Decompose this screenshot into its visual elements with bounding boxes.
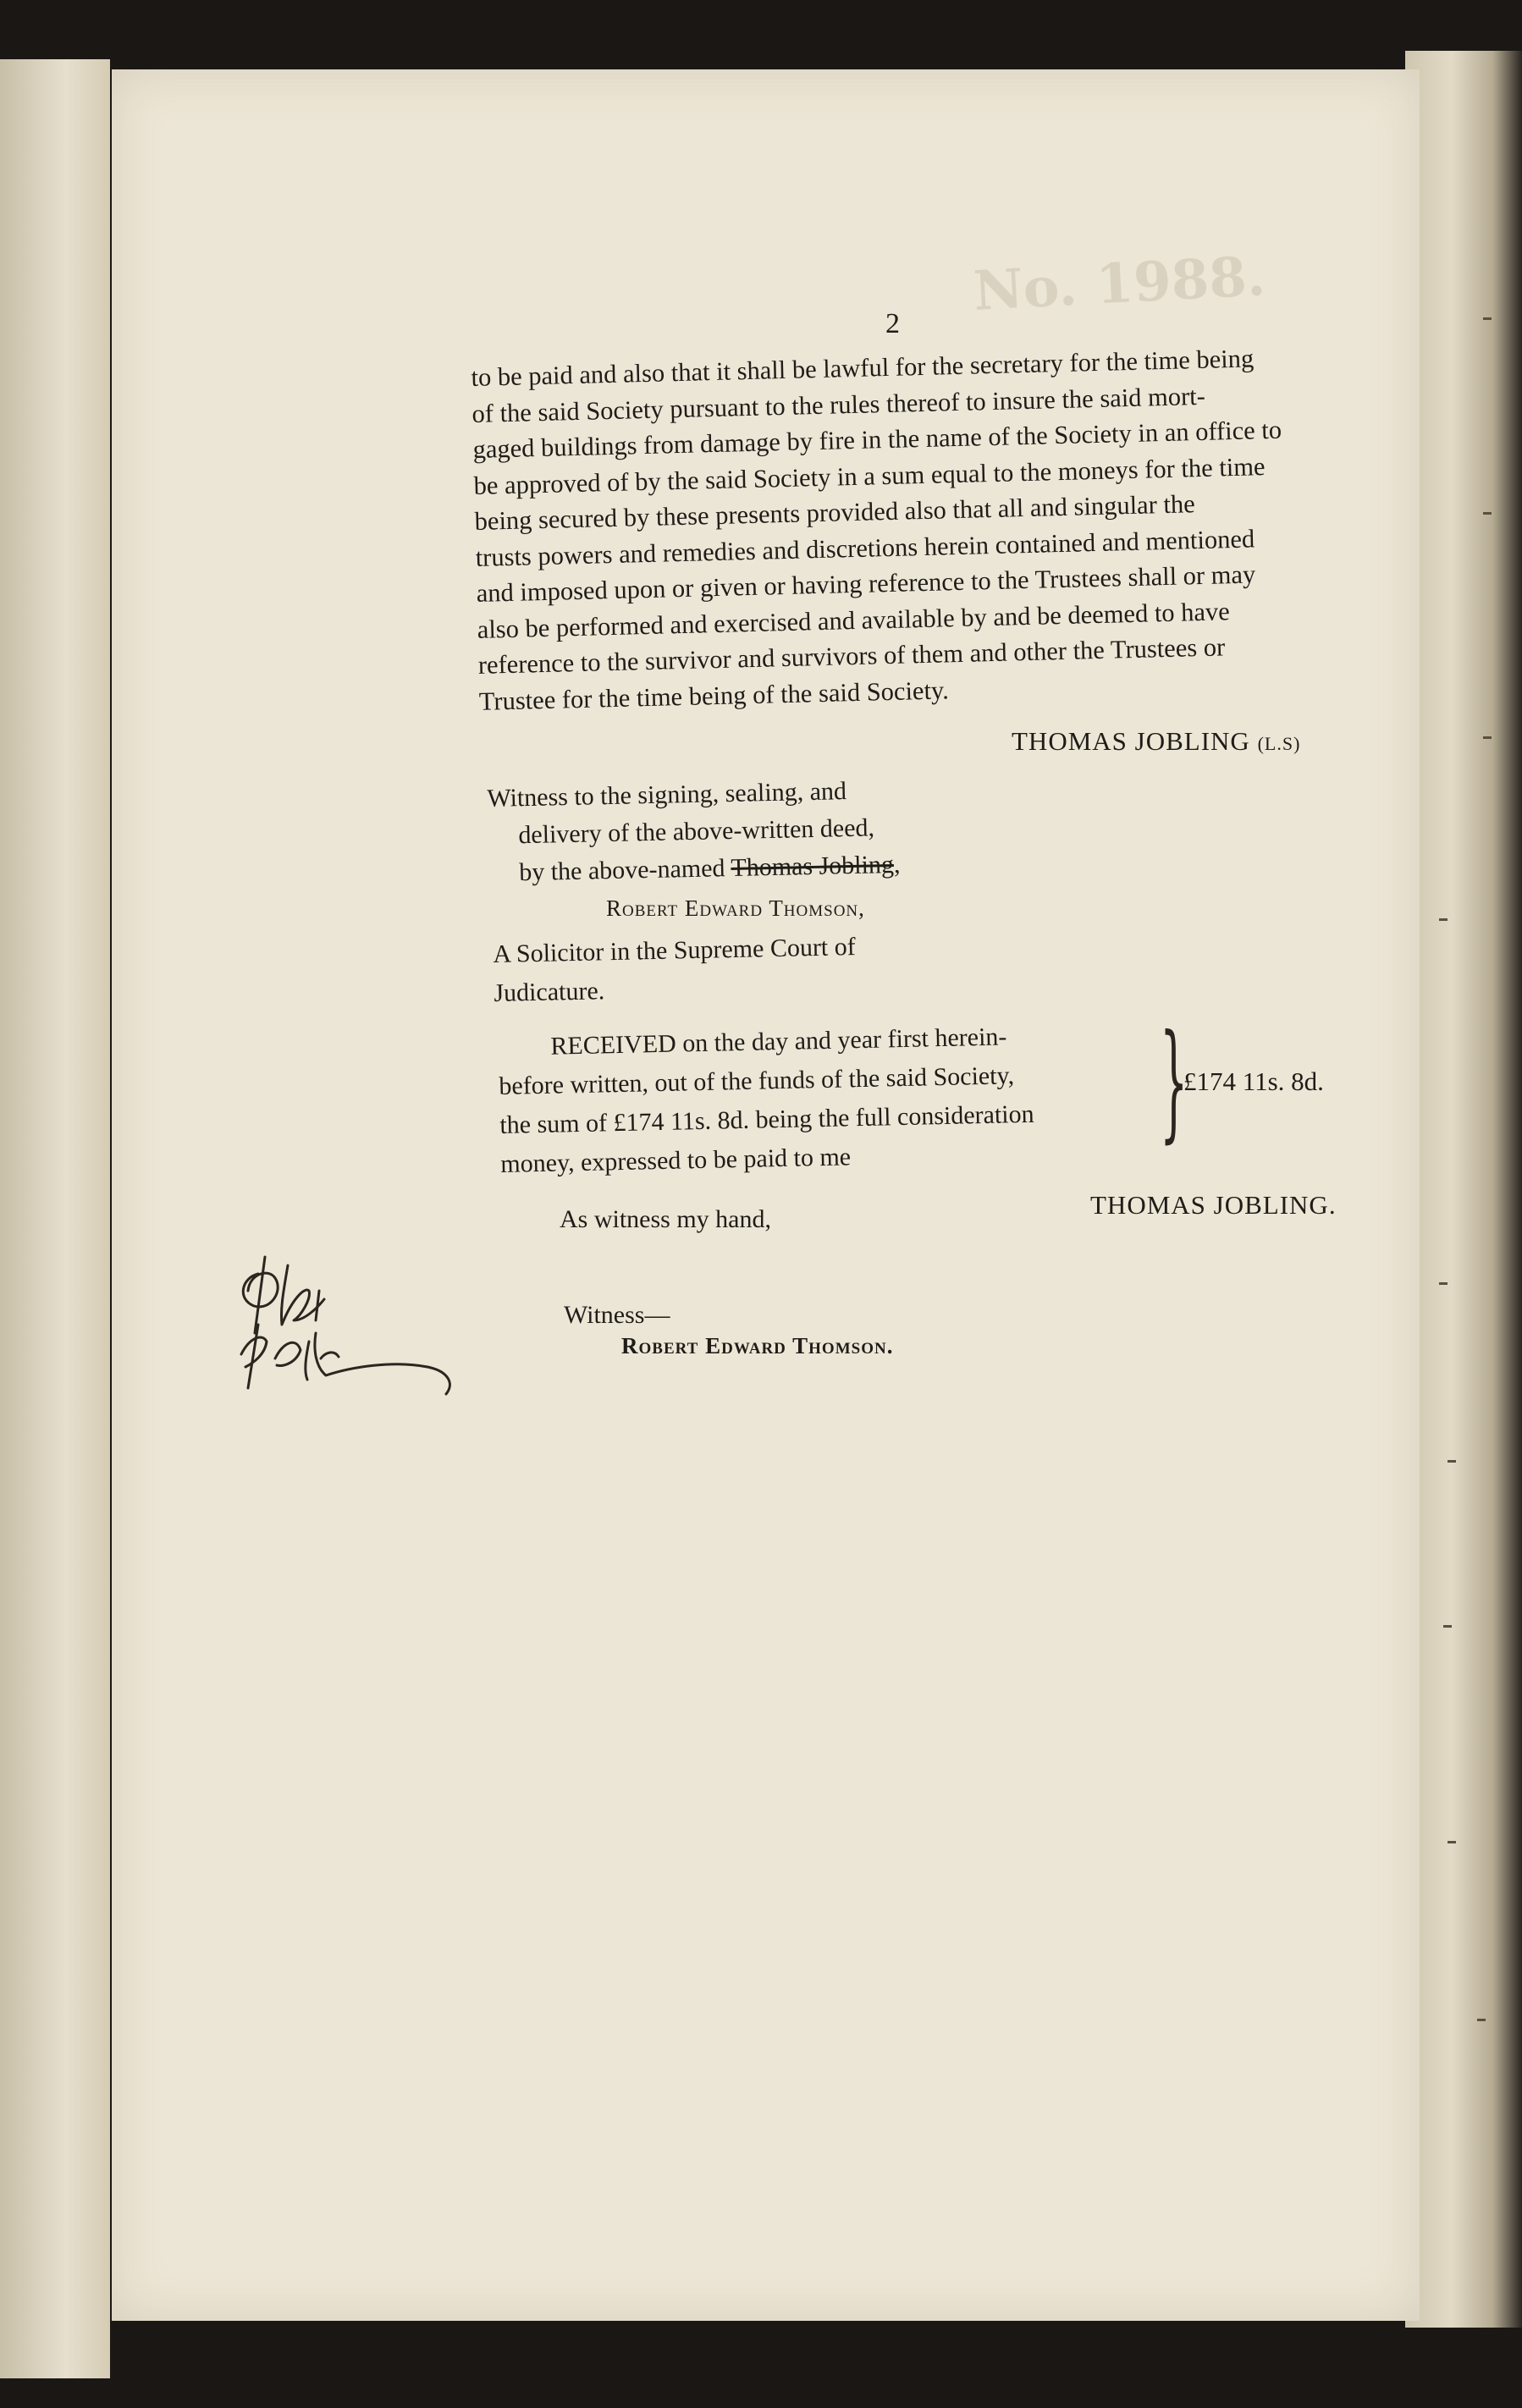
signatory-name-receipt: THOMAS JOBLING. [1090, 1190, 1337, 1220]
body-line: and imposed upon or given or having reference to the Trustees shall or may [476, 559, 1256, 608]
witness-attestation [487, 772, 901, 892]
body-line: reference to the survivor and survivors of them and other the Trustees or [477, 632, 1226, 680]
page-number: 2 [885, 308, 900, 339]
witness-name: Robert Edward Thomson, [606, 895, 865, 921]
binding-page-stack [1405, 51, 1522, 2328]
receipt-amount: £174 11s. 8d. [1183, 1066, 1324, 1096]
body-line: trusts powers and remedies and discretions herein contained and mentioned [475, 523, 1255, 572]
body-line: of the said Society pursuant to the rules thereof to insure the said mort- [471, 381, 1206, 428]
stitch-mark [1439, 918, 1448, 921]
bleed-through-header: No. 1988. [972, 245, 1267, 323]
deed-body-text [471, 339, 1343, 719]
receipt-line: before written, out of the funds of the said Society, [499, 1061, 1015, 1100]
previous-page-edge [0, 59, 110, 2378]
receipt-line: money, expressed to be paid to me [500, 1143, 852, 1178]
seal-mark: (L.S) [1257, 733, 1301, 754]
handwritten-signature-icon [224, 1240, 470, 1401]
attestation-line: delivery of the above-written deed, [518, 813, 875, 850]
receipt-line: the sum of £174 11s. 8d. being the full consideration [499, 1099, 1034, 1139]
stitch-mark [1477, 2019, 1486, 2021]
witness-title [493, 925, 968, 1013]
body-line: gaged buildings from damage by fire in the name of the Society in an office to [472, 415, 1282, 464]
body-line: be approved of by the said Society in a sum equal to the moneys for the time [473, 451, 1266, 500]
struck-name: Thomas Jobling [731, 850, 895, 882]
stitch-mark [1439, 1282, 1448, 1285]
receipt-line: RECEIVED on the day and year first herein- [550, 1022, 1007, 1061]
signatory-name: THOMAS JOBLING [1012, 726, 1250, 756]
body-line: Trustee for the time being of the said Society. [478, 675, 950, 716]
witness-title-line: A Solicitor in the Supreme Court of [493, 933, 857, 968]
stitch-mark [1448, 1841, 1456, 1843]
right-brace-icon: } [1160, 1008, 1188, 1155]
stitch-mark [1483, 512, 1492, 515]
receipt-text [498, 1015, 1165, 1184]
stitch-mark [1483, 317, 1492, 320]
signatory-name-sealed [1012, 726, 1300, 757]
stitch-mark [1483, 736, 1492, 739]
stitch-mark [1448, 1460, 1456, 1463]
body-line: being secured by these presents provided also that all and singular the [474, 489, 1196, 536]
attestation-text: by the above-named [518, 853, 731, 887]
body-line: also be performed and exercised and available by and be deemed to have [477, 596, 1231, 644]
attestation-line: Witness to the signing, sealing, and [487, 777, 847, 813]
stitch-mark [1443, 1625, 1452, 1628]
body-line: to be paid and also that it shall be lawful for the secretary for the time being [471, 344, 1255, 392]
attestation-punct: , [893, 850, 901, 879]
witness-label: Witness— [564, 1301, 670, 1329]
witness-name-receipt: Robert Edward Thomson. [621, 1333, 894, 1358]
witness-title-line: Judicature. [494, 977, 605, 1007]
witness-hand-line: As witness my hand, [560, 1205, 771, 1233]
